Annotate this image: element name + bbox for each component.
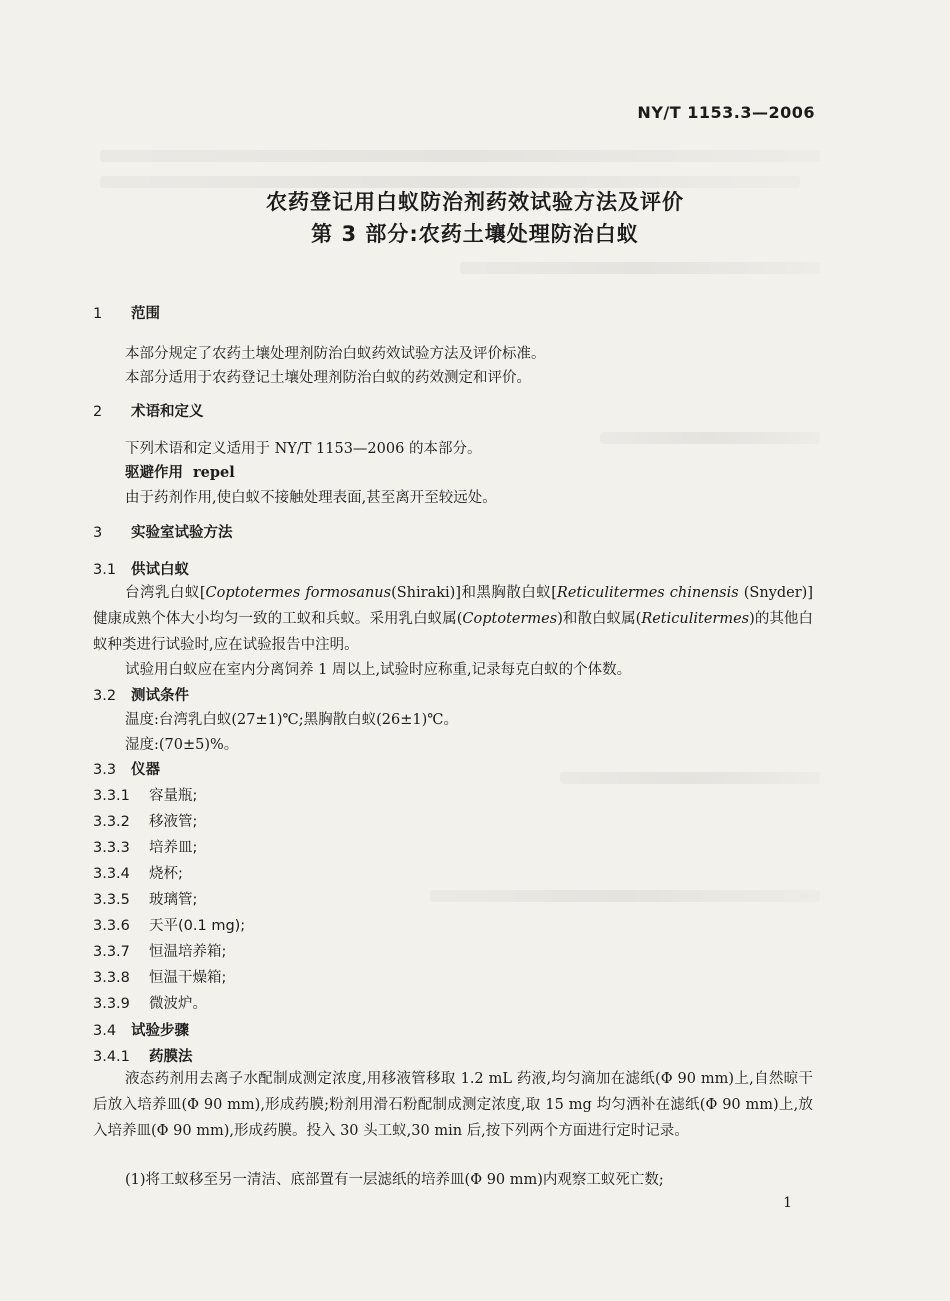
instrument-item: 3.3.2 移液管; bbox=[93, 814, 198, 830]
instrument-item: 3.3.5 玻璃管; bbox=[93, 892, 198, 908]
bleed-through-shadow bbox=[430, 890, 820, 902]
document-number: NY/T 1153.3—2006 bbox=[637, 103, 815, 122]
page-number: 1 bbox=[783, 1195, 792, 1211]
paragraph: (1)将工蚁移至另一清洁、底部置有一层滤纸的培养皿(Φ 90 mm)内观察工蚁死亡数; bbox=[125, 1172, 664, 1188]
instrument-item: 3.3.9 微波炉。 bbox=[93, 996, 207, 1012]
subsection-heading-3-1: 3.1 供试白蚁 bbox=[93, 562, 189, 578]
instrument-item: 3.3.8 恒温干燥箱; bbox=[93, 970, 227, 986]
instrument-item: 3.3.7 恒温培养箱; bbox=[93, 944, 227, 960]
paragraph: 台湾乳白蚁[Coptotermes formosanus(Shiraki)]和黑胸散白蚁[Reticulitermes chinensis (Snyder)]健康成熟个体大小均匀一致的工蚁和兵蚁。采用乳白蚁属(Coptotermes)和散白蚁属(Reticulitermes)的其他白蚁种类进行试验时,应在试验报告中注明。 bbox=[93, 585, 813, 653]
paragraph: 温度:台湾乳白蚁(27±1)℃;黑胸散白蚁(26±1)℃。 bbox=[125, 712, 458, 728]
paragraph: 本部分规定了农药土壤处理剂防治白蚁药效试验方法及评价标准。 bbox=[125, 346, 546, 362]
subsection-heading-3-2: 3.2 测试条件 bbox=[93, 688, 189, 704]
bleed-through-shadow bbox=[460, 262, 820, 274]
paragraph: 由于药剂作用,使白蚁不接触处理表面,甚至离开至较远处。 bbox=[125, 490, 497, 506]
bleed-through-shadow bbox=[600, 432, 820, 444]
title-line-1: 农药登记用白蚁防治剂药效试验方法及评价 bbox=[266, 190, 684, 214]
instrument-item: 3.3.3 培养皿; bbox=[93, 840, 198, 856]
paragraph: 液态药剂用去离子水配制成测定浓度,用移液管移取 1.2 mL 药液,均匀滴加在滤纸(Φ 90 mm)上,自然晾干后放入培养皿(Φ 90 mm),形成药膜;粉剂用滑石粉配制成测定浓度,取 15 mg 均匀洒补在滤纸(Φ 90 mm)上,放入培养皿(Φ 90 mm),形成药膜。投入 30 头工蚁,30 min 后,按下列两个方面进行定时记录。 bbox=[93, 1071, 813, 1139]
paragraph: 下列术语和定义适用于 NY/T 1153—2006 的本部分。 bbox=[125, 441, 482, 457]
section-heading-2: 2 术语和定义 bbox=[93, 404, 204, 420]
paragraph: 湿度:(70±5)%。 bbox=[125, 737, 239, 753]
paragraph: 试验用白蚁应在室内分离饲养 1 周以上,试验时应称重,记录每克白蚁的个体数。 bbox=[125, 662, 632, 678]
subsubsection-heading-3-4-1: 3.4.1 药膜法 bbox=[93, 1049, 193, 1065]
instrument-item: 3.3.4 烧杯; bbox=[93, 866, 183, 882]
instrument-item: 3.3.1 容量瓶; bbox=[93, 788, 198, 804]
title-line-2: 第 3 部分:农药土壤处理防治白蚁 bbox=[311, 222, 639, 246]
section-heading-1: 1 范围 bbox=[93, 306, 160, 322]
term-definition: 驱避作用 repel bbox=[125, 464, 235, 481]
section-heading-3: 3 实验室试验方法 bbox=[93, 525, 233, 541]
subsection-heading-3-4: 3.4 试验步骤 bbox=[93, 1023, 189, 1039]
subsection-heading-3-3: 3.3 仪器 bbox=[93, 762, 160, 778]
bleed-through-shadow bbox=[100, 150, 820, 162]
bleed-through-shadow bbox=[560, 772, 820, 784]
paragraph: 本部分适用于农药登记土壤处理剂防治白蚁的药效测定和评价。 bbox=[125, 370, 531, 386]
instrument-item: 3.3.6 天平(0.1 mg); bbox=[93, 918, 246, 934]
